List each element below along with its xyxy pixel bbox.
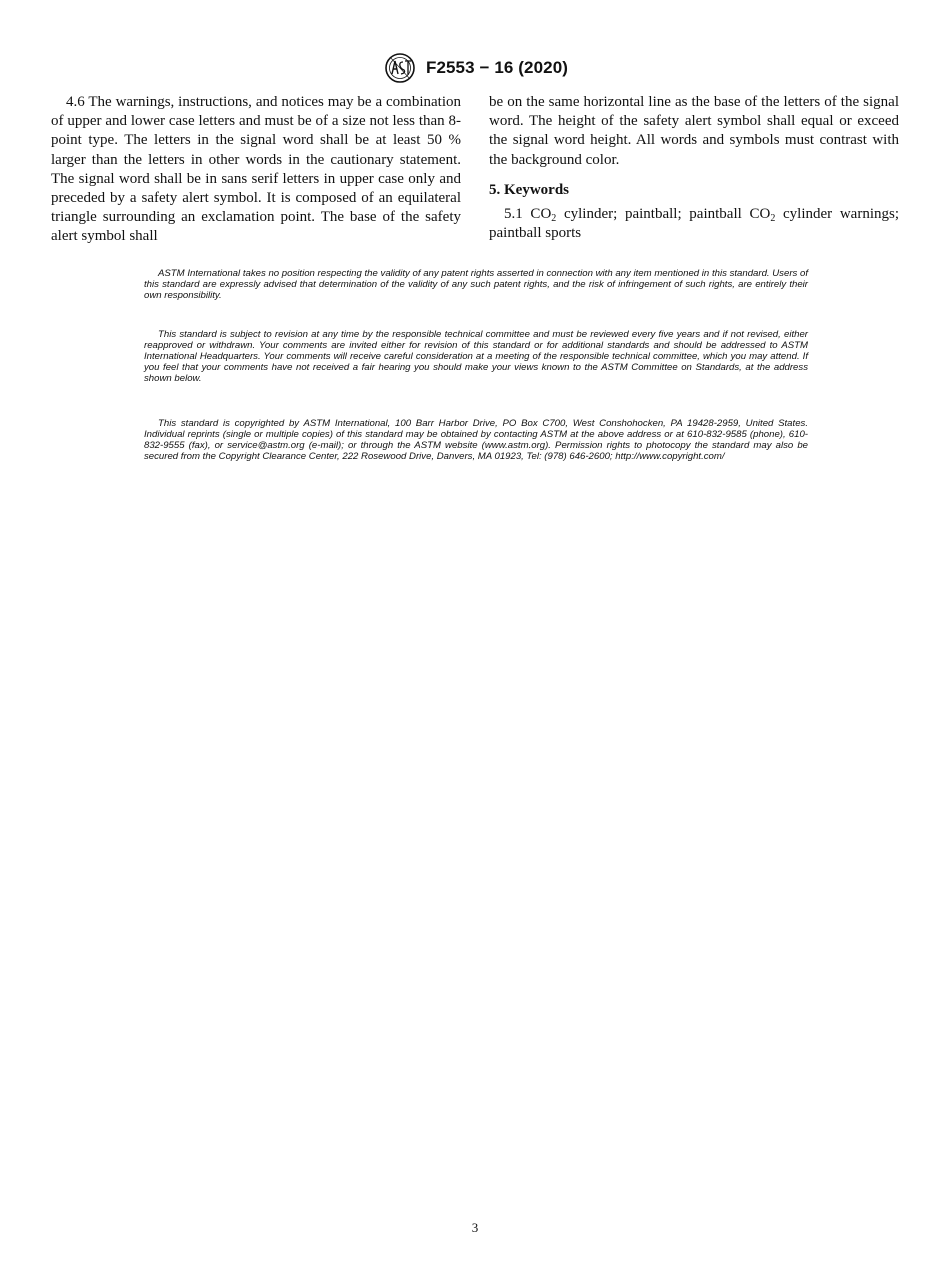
para-5-1-prefix: 5.1 CO <box>504 206 552 223</box>
paragraph-4-6-continued: be on the same horizontal line as the base of the letters of the signal word. The height of the safety alert symbol shall equal or exceed the signal word height. All words and symbols must contrast with the background color. <box>489 94 899 168</box>
right-column <box>489 93 899 243</box>
para-5-1-suffix: cylinder warnings; paintball sports <box>489 206 899 242</box>
paragraph-5-1 <box>489 205 899 243</box>
page-number: 3 <box>471 1220 479 1235</box>
para-5-1-middle: cylinder; paintball; paintball CO <box>556 206 771 223</box>
patent-notice: ASTM International takes no position respecting the validity of any patent rights asserted in connection with any item mentioned in this standard. Users of this standard are expressly advised that determination of the validity of any such patent rights, and the risk of infringement of such rights, are entirely their own responsibility. <box>144 268 808 302</box>
subscript-2: 2 <box>551 213 557 225</box>
paragraph-4-6: 4.6 The warnings, instructions, and notices may be a combination of upper and lower case letters and must be of a size not less than 8-point type. The letters in the signal word shall be at least 50 % larger than the letters in other words in the cautionary statement. The signal word shall be in sans serif letters in upper case only and preceded by a safety alert symbol. It is composed of an equilateral triangle surrounding an exclamation point. The base of the safety alert symbol shall <box>51 94 461 245</box>
page-header <box>0 52 950 84</box>
astm-logo-icon <box>382 52 418 84</box>
copyright-notice: This standard is copyrighted by ASTM International, 100 Barr Harbor Drive, PO Box C700, West Conshohocken, PA 19428-2959, United States. Individual reprints (single or multiple copies) of this standard may be obtained by contacting ASTM at the above address or at 610-832-9585 (phone), 610-832-9555 (fax), or service@astm.org (e-mail); or through the ASTM website (www.astm.org). Permission rights to photocopy the standard may also be secured from the Copyright Clearance Center, 222 Rosewood Drive, Danvers, MA 01923, Tel: (978) 646-2600; http://www.copyright.com/ <box>144 418 808 463</box>
left-column <box>51 93 461 247</box>
subscript-2: 2 <box>770 213 776 225</box>
standard-designation: F2553 − 16 (2020) <box>425 58 569 77</box>
section-heading-keywords: 5. Keywords <box>489 181 569 198</box>
revision-notice: This standard is subject to revision at any time by the responsible technical committee and must be reviewed every five years and if not revised, either reapproved or withdrawn. Your comments are invited either for revision of this standard or for additional standards and should be addressed to ASTM International Headquarters. Your comments will receive careful consideration at a meeting of the responsible technical committee, which you may attend. If you feel that your comments have not received a fair hearing you should make your views known to the ASTM Committee on Standards, at the address shown below. <box>144 329 808 385</box>
